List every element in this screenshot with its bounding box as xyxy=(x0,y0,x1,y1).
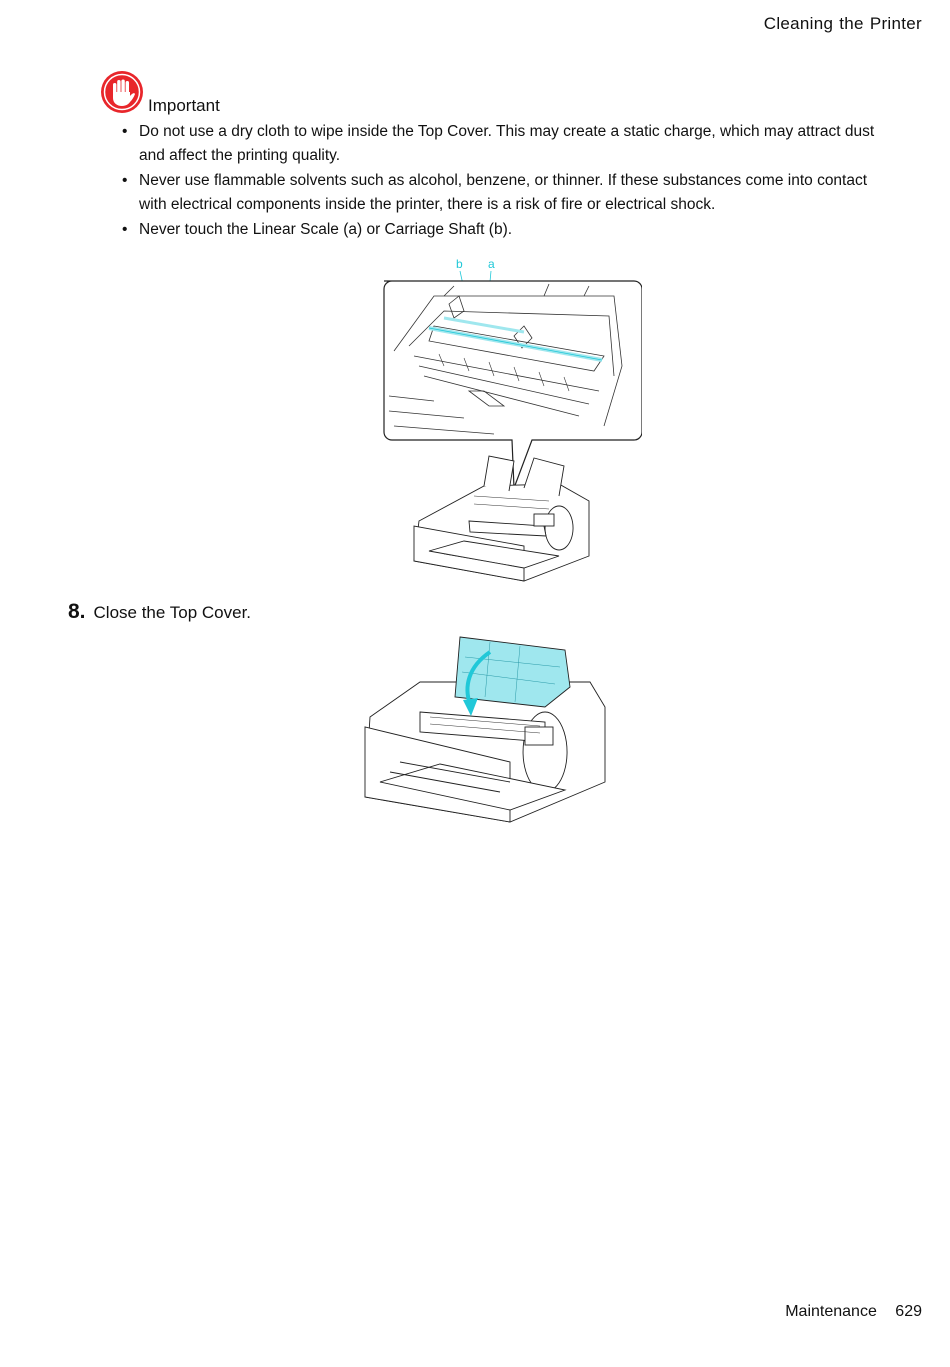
important-heading xyxy=(100,70,880,114)
stop-hand-icon xyxy=(100,70,144,114)
header-title-word: the xyxy=(839,14,864,33)
important-title: Important xyxy=(148,96,220,115)
label-b: b xyxy=(456,257,463,271)
list-item: • Never touch the Linear Scale (a) or Carriage Shaft (b). xyxy=(122,218,880,242)
important-list xyxy=(100,120,880,242)
page-number: 629 xyxy=(895,1303,922,1320)
page-footer xyxy=(785,1303,922,1321)
step-number: 8. xyxy=(68,600,86,623)
important-notice xyxy=(100,70,880,243)
list-item: • Never use flammable solvents such as alcohol, benzene, or thinner. If these substances come into contact with electrical components inside the printer, there is a risk of fire or electrical shock. xyxy=(122,169,880,217)
close-top-cover-illustration xyxy=(360,632,616,828)
linear-scale-illustration xyxy=(374,256,642,586)
header-title-word: Printer xyxy=(869,14,922,33)
list-item: • Do not use a dry cloth to wipe inside the Top Cover. This may create a static charge, which may attract dust and affect the printing quality. xyxy=(122,120,880,168)
label-a: a xyxy=(488,257,495,271)
footer-section: Maintenance xyxy=(785,1303,877,1320)
page-header xyxy=(758,14,922,34)
step-text: Close the Top Cover. xyxy=(93,603,252,622)
header-title-word: Cleaning xyxy=(763,14,834,33)
step-8 xyxy=(68,600,251,624)
